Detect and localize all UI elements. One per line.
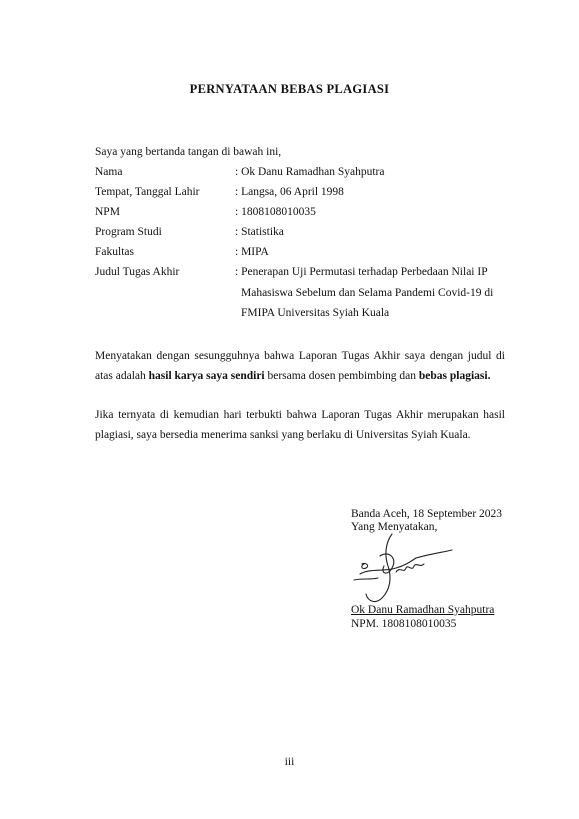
document-title: PERNYATAAN BEBAS PLAGIASI xyxy=(189,82,390,96)
signer-name: Ok Danu Ramadhan Syahputra xyxy=(351,604,495,616)
field-value-judul-line2: Mahasiswa Sebelum dan Selama Pandemi Covid-19 di xyxy=(241,287,494,299)
field-value-fakultas: : MIPA xyxy=(235,246,269,258)
statement-text-1: Menyatakan dengan sesungguhnya bahwa Laporan Tugas Akhir saya dengan judul di atas adalah xyxy=(95,350,505,382)
statement-paragraph xyxy=(95,346,505,386)
handwritten-signature xyxy=(340,528,460,606)
field-label-ttl: Tempat, Tanggal Lahir xyxy=(95,186,200,198)
statement-text-2: bersama dosen pembimbing dan xyxy=(264,370,419,382)
field-label-npm: NPM xyxy=(95,206,120,218)
signer-npm: NPM. 1808108010035 xyxy=(351,618,457,630)
intro-text: Saya yang bertanda tangan di bawah ini, xyxy=(95,146,282,158)
statement-bold-1: hasil karya saya sendiri xyxy=(148,370,265,382)
field-value-ttl: : Langsa, 06 April 1998 xyxy=(235,186,344,198)
field-label-judul: Judul Tugas Akhir xyxy=(95,266,180,278)
field-value-nama: : Ok Danu Ramadhan Syahputra xyxy=(235,166,385,178)
field-label-fakultas: Fakultas xyxy=(95,246,134,258)
field-value-judul-line3: FMIPA Universitas Syiah Kuala xyxy=(241,307,390,319)
field-value-judul: : Penerapan Uji Permutasi terhadap Perbedaan Nilai IP xyxy=(235,266,488,278)
statement-bold-2: bebas plagiasi. xyxy=(418,370,491,382)
field-value-prodi: : Statistika xyxy=(235,226,284,238)
consequence-paragraph: Jika ternyata di kemudian hari terbukti bahwa Laporan Tugas Akhir merupakan hasil plagiasi, saya bersedia menerima sanksi yang berlaku di Universitas Syiah Kuala. xyxy=(95,409,505,441)
field-label-prodi: Program Studi xyxy=(95,226,162,238)
sign-place-date: Banda Aceh, 18 September 2023 xyxy=(351,508,503,520)
field-label-nama: Nama xyxy=(95,166,123,178)
page-number: iii xyxy=(284,756,295,768)
sign-closing: Yang Menyatakan, xyxy=(351,521,438,533)
field-value-npm: : 1808108010035 xyxy=(235,206,316,218)
